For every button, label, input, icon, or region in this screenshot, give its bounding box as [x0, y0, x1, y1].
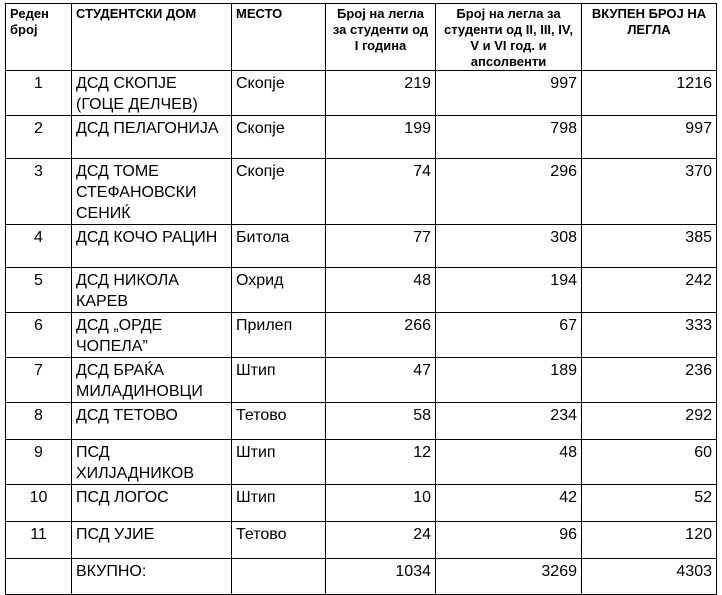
table-row [6, 116, 717, 159]
dorm-name-cell: ДСД БРАЌА МИЛАДИНОВЦИ [72, 358, 232, 403]
header-first-year-beds: Број на легла за студенти од I година [326, 4, 436, 71]
upper-years-beds-cell: 997 [436, 71, 582, 116]
first-year-beds-cell: 47 [326, 358, 436, 403]
total-beds-cell: 52 [582, 485, 717, 522]
dorm-name-cell: ДСД „ОРДЕ ЧОПЕЛА” [72, 313, 232, 358]
dorm-name-cell: ДСД КОЧО РАЦИН [72, 225, 232, 268]
place-cell: Тетово [232, 522, 326, 559]
total-beds-cell: 120 [582, 522, 717, 559]
row-no-cell: 8 [6, 403, 72, 440]
dorm-name-cell: ДСД НИКОЛА КАРЕВ [72, 268, 232, 313]
first-year-beds-cell: 10 [326, 485, 436, 522]
place-cell: Битола [232, 225, 326, 268]
place-cell: Скопје [232, 71, 326, 116]
header-place: МЕСТО [232, 4, 326, 71]
place-cell: Охрид [232, 268, 326, 313]
table-row [6, 485, 717, 522]
total-beds-cell: 242 [582, 268, 717, 313]
first-year-beds-cell: 199 [326, 116, 436, 159]
total-beds-cell: 997 [582, 116, 717, 159]
table-row [6, 71, 717, 116]
upper-years-beds-cell: 189 [436, 358, 582, 403]
dorm-name-cell: ПСД ЛОГОС [72, 485, 232, 522]
total-beds-cell: 333 [582, 313, 717, 358]
first-year-beds-cell: 219 [326, 71, 436, 116]
table-row [6, 159, 717, 225]
place-cell: Тетово [232, 403, 326, 440]
table-row [6, 522, 717, 559]
total-beds-cell: 4303 [582, 559, 717, 595]
total-beds-cell: 60 [582, 440, 717, 485]
dorm-name-cell: ДСД ТЕТОВО [72, 403, 232, 440]
table-row [6, 358, 717, 403]
dorm-name-cell: ДСД ТОМЕ СТЕФАНОВСКИ СЕНИЌ [72, 159, 232, 225]
first-year-beds-cell: 266 [326, 313, 436, 358]
table-row [6, 268, 717, 313]
dormitory-beds-table [5, 3, 717, 595]
first-year-beds-cell: 74 [326, 159, 436, 225]
upper-years-beds-cell: 296 [436, 159, 582, 225]
row-no-cell: 3 [6, 159, 72, 225]
upper-years-beds-cell: 234 [436, 403, 582, 440]
upper-years-beds-cell: 308 [436, 225, 582, 268]
table-row [6, 403, 717, 440]
first-year-beds-cell: 12 [326, 440, 436, 485]
total-beds-cell: 385 [582, 225, 717, 268]
place-cell: Скопје [232, 116, 326, 159]
row-no-cell [6, 559, 72, 595]
table-row [6, 225, 717, 268]
row-no-cell: 5 [6, 268, 72, 313]
header-total-beds: ВКУПЕН БРОЈ НА ЛЕГЛА [582, 4, 717, 71]
total-beds-cell: 370 [582, 159, 717, 225]
header-no: Реден број [6, 4, 72, 71]
row-no-cell: 2 [6, 116, 72, 159]
place-cell: Скопје [232, 159, 326, 225]
totals-row [6, 559, 717, 595]
first-year-beds-cell: 1034 [326, 559, 436, 595]
upper-years-beds-cell: 3269 [436, 559, 582, 595]
dorm-name-cell: ВКУПНО: [72, 559, 232, 595]
upper-years-beds-cell: 42 [436, 485, 582, 522]
place-cell: Штип [232, 440, 326, 485]
upper-years-beds-cell: 67 [436, 313, 582, 358]
dorm-name-cell: ПСД ХИЛЈАДНИКОВ [72, 440, 232, 485]
header-row [6, 4, 717, 71]
row-no-cell: 4 [6, 225, 72, 268]
upper-years-beds-cell: 194 [436, 268, 582, 313]
first-year-beds-cell: 58 [326, 403, 436, 440]
header-dorm: СТУДЕНТСКИ ДОМ [72, 4, 232, 71]
header-upper-years-beds: Број на легла за студенти од II, III, IV, V и VI год. и апсолвенти [436, 4, 582, 71]
total-beds-cell: 236 [582, 358, 717, 403]
dorm-name-cell: ПСД УЈИЕ [72, 522, 232, 559]
first-year-beds-cell: 24 [326, 522, 436, 559]
upper-years-beds-cell: 798 [436, 116, 582, 159]
total-beds-cell: 1216 [582, 71, 717, 116]
row-no-cell: 7 [6, 358, 72, 403]
row-no-cell: 6 [6, 313, 72, 358]
row-no-cell: 11 [6, 522, 72, 559]
upper-years-beds-cell: 96 [436, 522, 582, 559]
row-no-cell: 9 [6, 440, 72, 485]
dorm-name-cell: ДСД ПЕЛАГОНИЈА [72, 116, 232, 159]
row-no-cell: 1 [6, 71, 72, 116]
dorm-name-cell: ДСД СКОПЈЕ (ГОЦЕ ДЕЛЧЕВ) [72, 71, 232, 116]
upper-years-beds-cell: 48 [436, 440, 582, 485]
row-no-cell: 10 [6, 485, 72, 522]
table-row [6, 313, 717, 358]
table-row [6, 440, 717, 485]
place-cell: Штип [232, 358, 326, 403]
place-cell: Прилеп [232, 313, 326, 358]
total-beds-cell: 292 [582, 403, 717, 440]
place-cell: Штип [232, 485, 326, 522]
first-year-beds-cell: 48 [326, 268, 436, 313]
place-cell [232, 559, 326, 595]
first-year-beds-cell: 77 [326, 225, 436, 268]
